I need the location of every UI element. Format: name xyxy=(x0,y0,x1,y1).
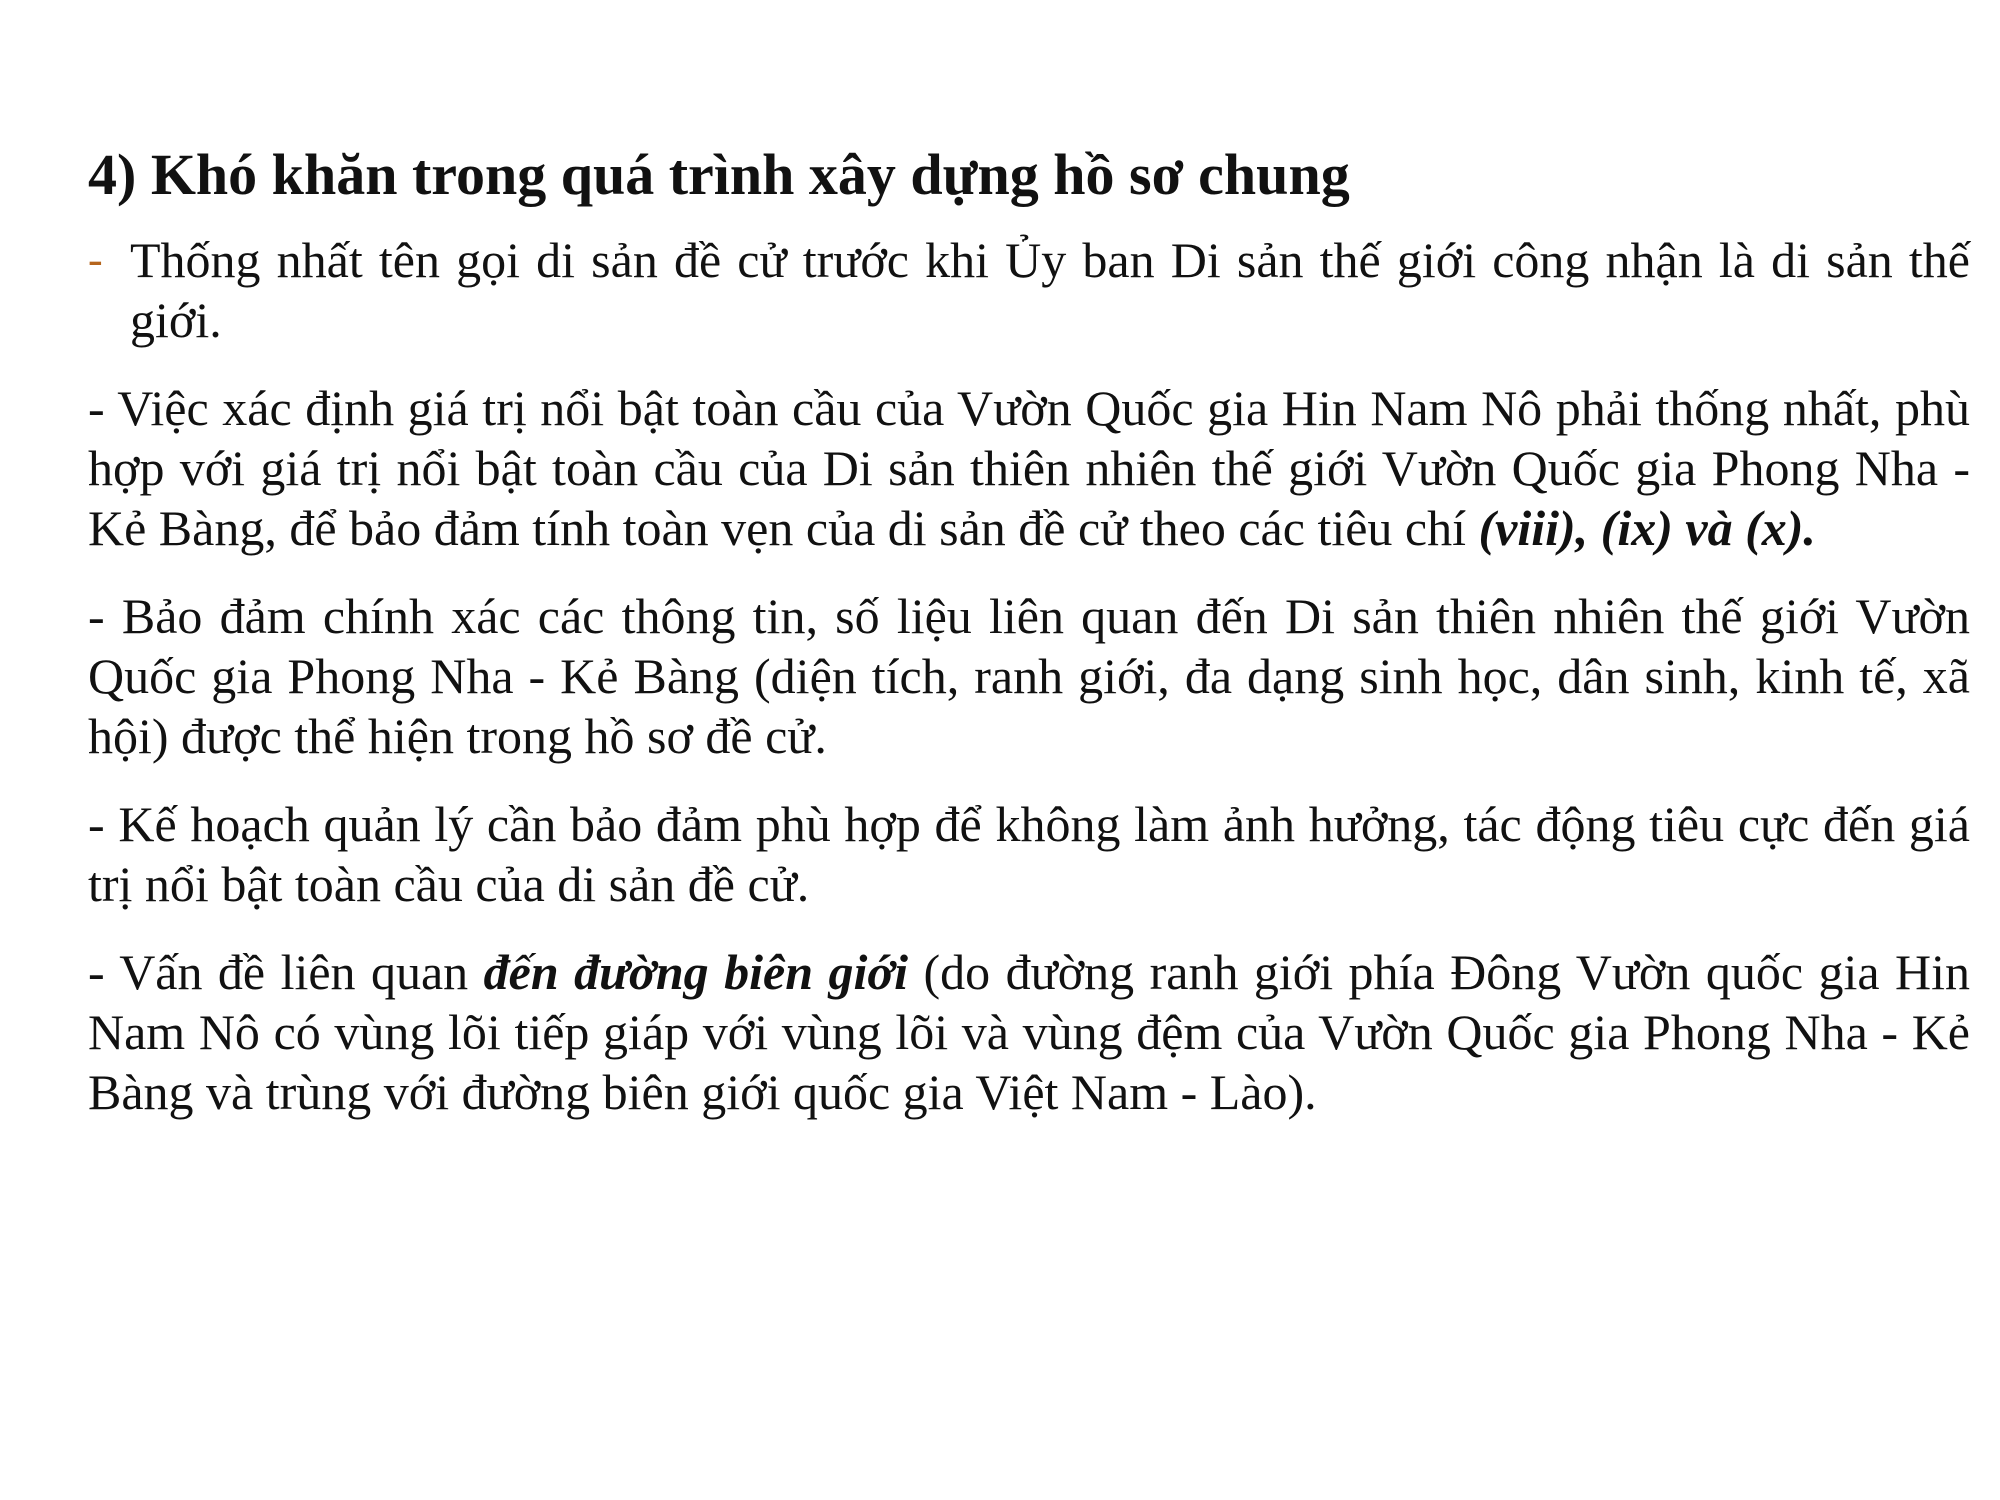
criteria-emphasis: (viii), (ix) và (x). xyxy=(1478,500,1816,556)
slide-title: 4) Khó khăn trong quá trình xây dựng hồ sơ chung xyxy=(88,142,1350,207)
slide-content xyxy=(88,140,1970,1150)
border-emphasis: đến đường biên giới xyxy=(483,944,909,1000)
paragraph-border-issue xyxy=(88,942,1970,1122)
paragraph-data-accuracy xyxy=(88,586,1970,766)
paragraph-outstanding-value xyxy=(88,378,1970,558)
paragraph-text-after: (do đường ranh giới phía Đông Vườn quốc gia Hin Nam Nô có vùng lõi tiếp giáp với vùng lõi và vùng đệm của Vườn Quốc gia Phong Nha - Kẻ Bàng và trùng với đường biên giới quốc gia Việt Nam - Lào). xyxy=(88,944,1970,1120)
bullet-text: Thống nhất tên gọi di sản đề cử trước khi Ủy ban Di sản thế giới công nhận là di sản thế giới. xyxy=(130,232,1970,348)
paragraph-text: - Kế hoạch quản lý cần bảo đảm phù hợp để không làm ảnh hưởng, tác động tiêu cực đến giá trị nổi bật toàn cầu của di sản đề cử. xyxy=(88,796,1970,912)
bullet-dash-icon: - xyxy=(88,235,103,284)
bullet-item-name-unification xyxy=(88,230,1970,350)
paragraph-text: - Việc xác định giá trị nổi bật toàn cầu của Vườn Quốc gia Hin Nam Nô phải thống nhất, phù hợp với giá trị nổi bật toàn cầu của Di sản thiên nhiên thế giới Vườn Quốc gia Phong Nha - Kẻ Bàng, để bảo đảm tính toàn vẹn của di sản đề cử theo các tiêu chí xyxy=(88,380,1970,556)
paragraph-text: - Bảo đảm chính xác các thông tin, số liệu liên quan đến Di sản thiên nhiên thế giới Vườn Quốc gia Phong Nha - Kẻ Bàng (diện tích, ranh giới, đa dạng sinh học, dân sinh, kinh tế, xã hội) được thể hiện trong hồ sơ đề cử. xyxy=(88,588,1970,764)
paragraph-management-plan xyxy=(88,794,1970,914)
paragraph-text-before: - Vấn đề liên quan xyxy=(88,944,484,1000)
